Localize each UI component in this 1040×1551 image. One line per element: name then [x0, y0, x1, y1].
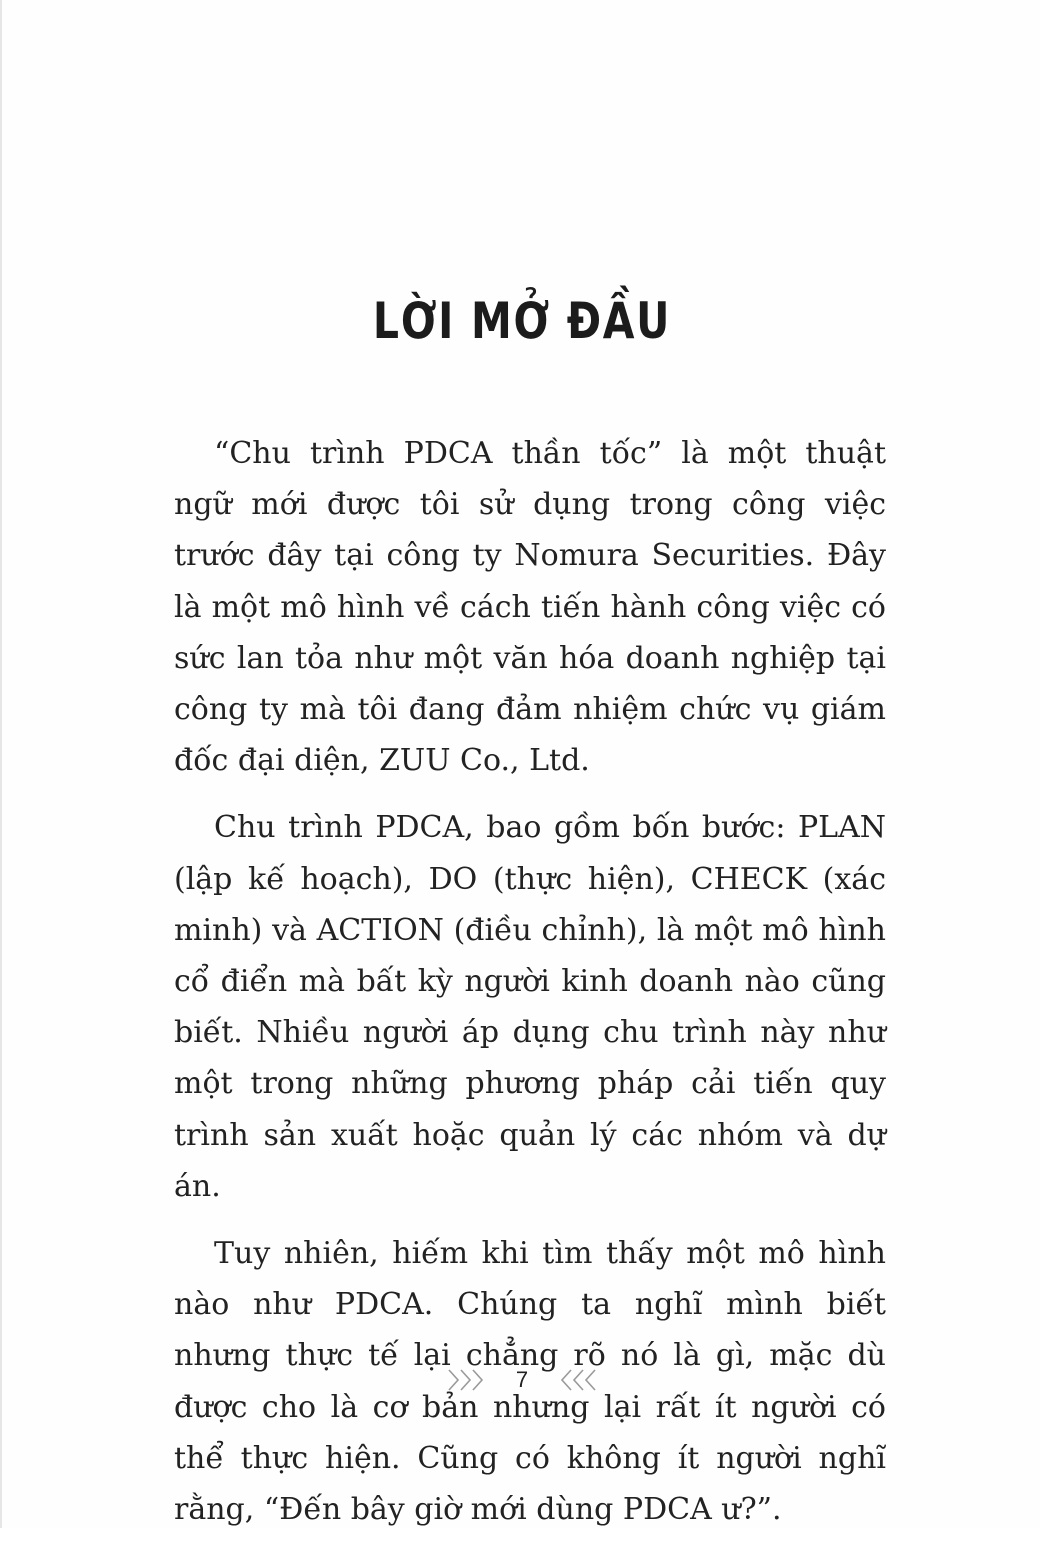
paragraph: Chu trình PDCA, bao gồm bốn bước: PLAN (lập kế hoạch), DO (thực hiện), CHECK (xác minh) và ACTION (điều chỉnh), là một mô hình cổ điển mà bất kỳ người kinh doanh nào cũng biết. Nhiều người áp dụng chu trình này như một trong những phương pháp cải tiến quy trình sản xuất hoặc quản lý các nhóm và dự án.	[174, 810, 886, 1204]
page-footer	[2, 1360, 1040, 1400]
chevrons-left-icon	[554, 1367, 598, 1393]
paragraph: “Chu trình PDCA thần tốc” là một thuật ngữ mới được tôi sử dụng trong công việc trước đây tại công ty Nomura Securities. Đây là một mô hình về cách tiến hành công việc có sức lan tỏa như một văn hóa doanh nghiệp tại công ty mà tôi đang đảm nhiệm chức vụ giám đốc đại diện, ZUU Co., Ltd.	[174, 436, 886, 779]
page-number: 7	[515, 1367, 529, 1392]
chevrons-right-icon	[446, 1367, 490, 1393]
paragraph: Tuy nhiên, hiếm khi tìm thấy một mô hình nào như PDCA. Chúng ta nghĩ mình biết nhưng thực tế lại chẳng rõ nó là gì, mặc dù được cho là cơ bản nhưng lại rất ít người có thể thực hiện. Cũng có không ít người nghĩ rằng, “Đến bây giờ mới dùng PDCA ư?”.	[174, 1236, 886, 1528]
chapter-title: LỜI MỞ ĐẦU	[372, 292, 672, 350]
